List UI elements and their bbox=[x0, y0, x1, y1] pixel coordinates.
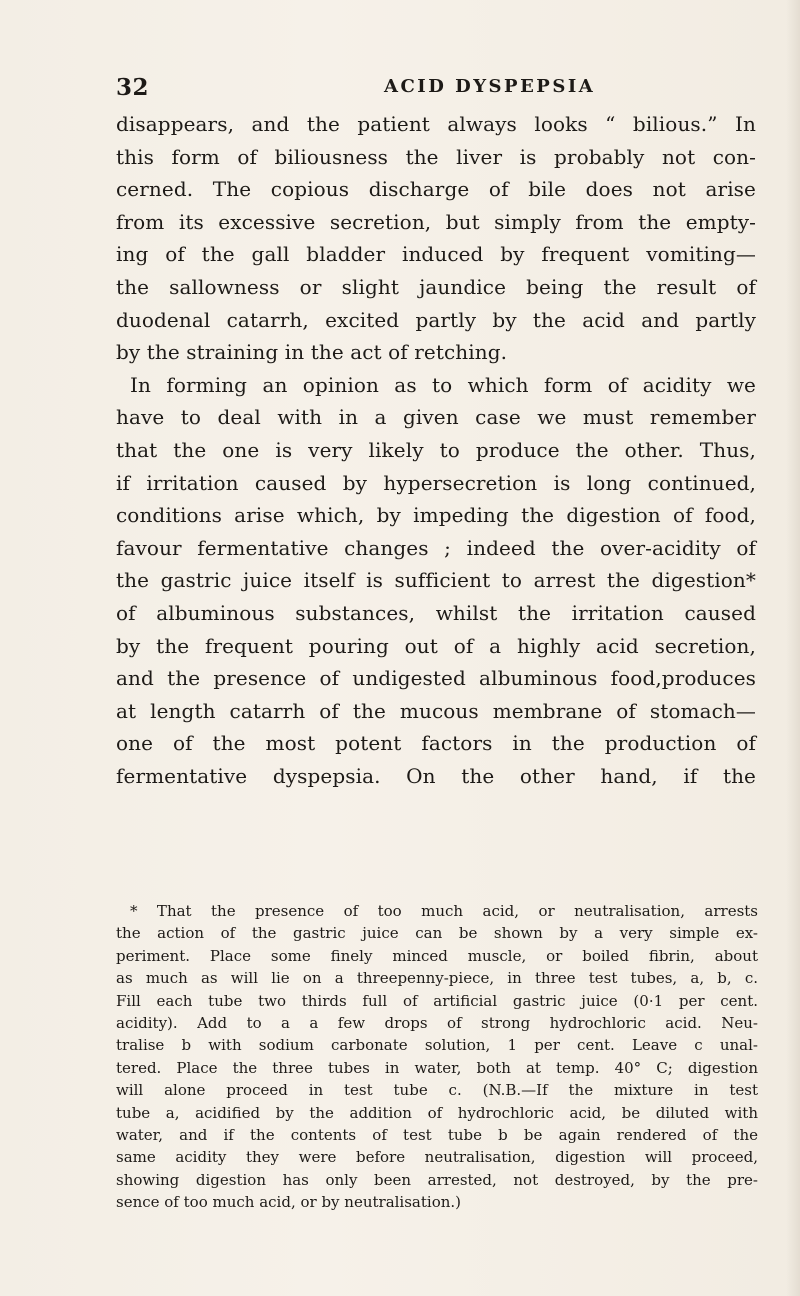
body-line: cerned. The copious discharge of bile does not arise bbox=[116, 177, 756, 202]
body-line: the gastric juice itself is sufficient to arrest the digestion* bbox=[116, 568, 756, 593]
footnote-line: water, and if the contents of test tube b be again rendered of the bbox=[116, 1126, 758, 1145]
body-line: at length catarrh of the mucous membrane of stomach— bbox=[116, 698, 756, 723]
footnote-line: periment. Place some finely minced muscle, or boiled fibrin, about bbox=[116, 946, 758, 965]
body-line: favour fermentative changes ; indeed the over-acidity of bbox=[116, 535, 756, 560]
footnote-line: * That the presence of too much acid, or neutralisation, arrests bbox=[130, 902, 758, 920]
page-edge-shadow bbox=[786, 0, 800, 1296]
footnote-line: sence of too much acid, or by neutralisation.) bbox=[116, 1193, 462, 1212]
body-line: and the presence of undigested albuminous food,produces bbox=[116, 666, 756, 691]
body-line: ing of the gall bladder induced by frequent vomiting— bbox=[116, 242, 756, 267]
body-line: from its excessive secretion, but simply from the empty- bbox=[116, 209, 756, 234]
footnote-line: will alone proceed in test tube c. (N.B.—If the mixture in test bbox=[116, 1081, 758, 1100]
body-line: by the frequent pouring out of a highly acid secretion, bbox=[116, 633, 756, 658]
footnote-line: Fill each tube two thirds full of artificial gastric juice (0·1 per cent. bbox=[116, 991, 758, 1010]
footnote-line: tralise b with sodium carbonate solution, 1 per cent. Leave c unal- bbox=[116, 1036, 758, 1055]
body-line: disappears, and the patient always looks “ bilious.” In bbox=[116, 112, 756, 136]
page-header bbox=[114, 74, 754, 104]
body-line: this form of biliousness the liver is probably not con- bbox=[116, 144, 756, 169]
footnote-line: acidity). Add to a a few drops of strong hydrochloric acid. Neu- bbox=[116, 1014, 758, 1033]
body-line: have to deal with in a given case we must remember bbox=[116, 405, 756, 430]
body-line: of albuminous substances, whilst the irritation caused bbox=[116, 600, 756, 625]
body-line: In forming an opinion as to which form of acidity we bbox=[130, 372, 756, 397]
body-line: fermentative dyspepsia. On the other hand, if the bbox=[116, 763, 756, 788]
body-line: by the straining in the act of retching. bbox=[116, 340, 508, 365]
footnote-line: same acidity they were before neutralisation, digestion will proceed, bbox=[116, 1148, 758, 1167]
page-number: 32 bbox=[116, 74, 150, 101]
footnote-line: tered. Place the three tubes in water, both at temp. 40° C; digestion bbox=[116, 1058, 758, 1077]
footnote-line: the action of the gastric juice can be shown by a very simple ex- bbox=[116, 924, 758, 943]
body-line: that the one is very likely to produce the other. Thus, bbox=[116, 437, 756, 462]
running-head: ACID DYSPEPSIA bbox=[384, 76, 596, 97]
body-line: duodenal catarrh, excited partly by the acid and partly bbox=[116, 307, 756, 332]
footnote-line: showing digestion has only been arrested, not destroyed, by the pre- bbox=[116, 1170, 758, 1189]
body-text bbox=[116, 108, 756, 792]
body-line: if irritation caused by hypersecretion is long continued, bbox=[116, 470, 756, 495]
footnote-line: tube a, acidified by the addition of hydrochloric acid, be diluted with bbox=[116, 1103, 758, 1122]
body-line: one of the most potent factors in the production of bbox=[116, 731, 756, 756]
body-line: the sallowness or slight jaundice being the result of bbox=[116, 274, 756, 299]
footnote bbox=[116, 900, 758, 1214]
body-line: conditions arise which, by impeding the digestion of food, bbox=[116, 503, 756, 528]
footnote-line: as much as will lie on a threepenny-piece, in three test tubes, a, b, c. bbox=[116, 969, 758, 988]
